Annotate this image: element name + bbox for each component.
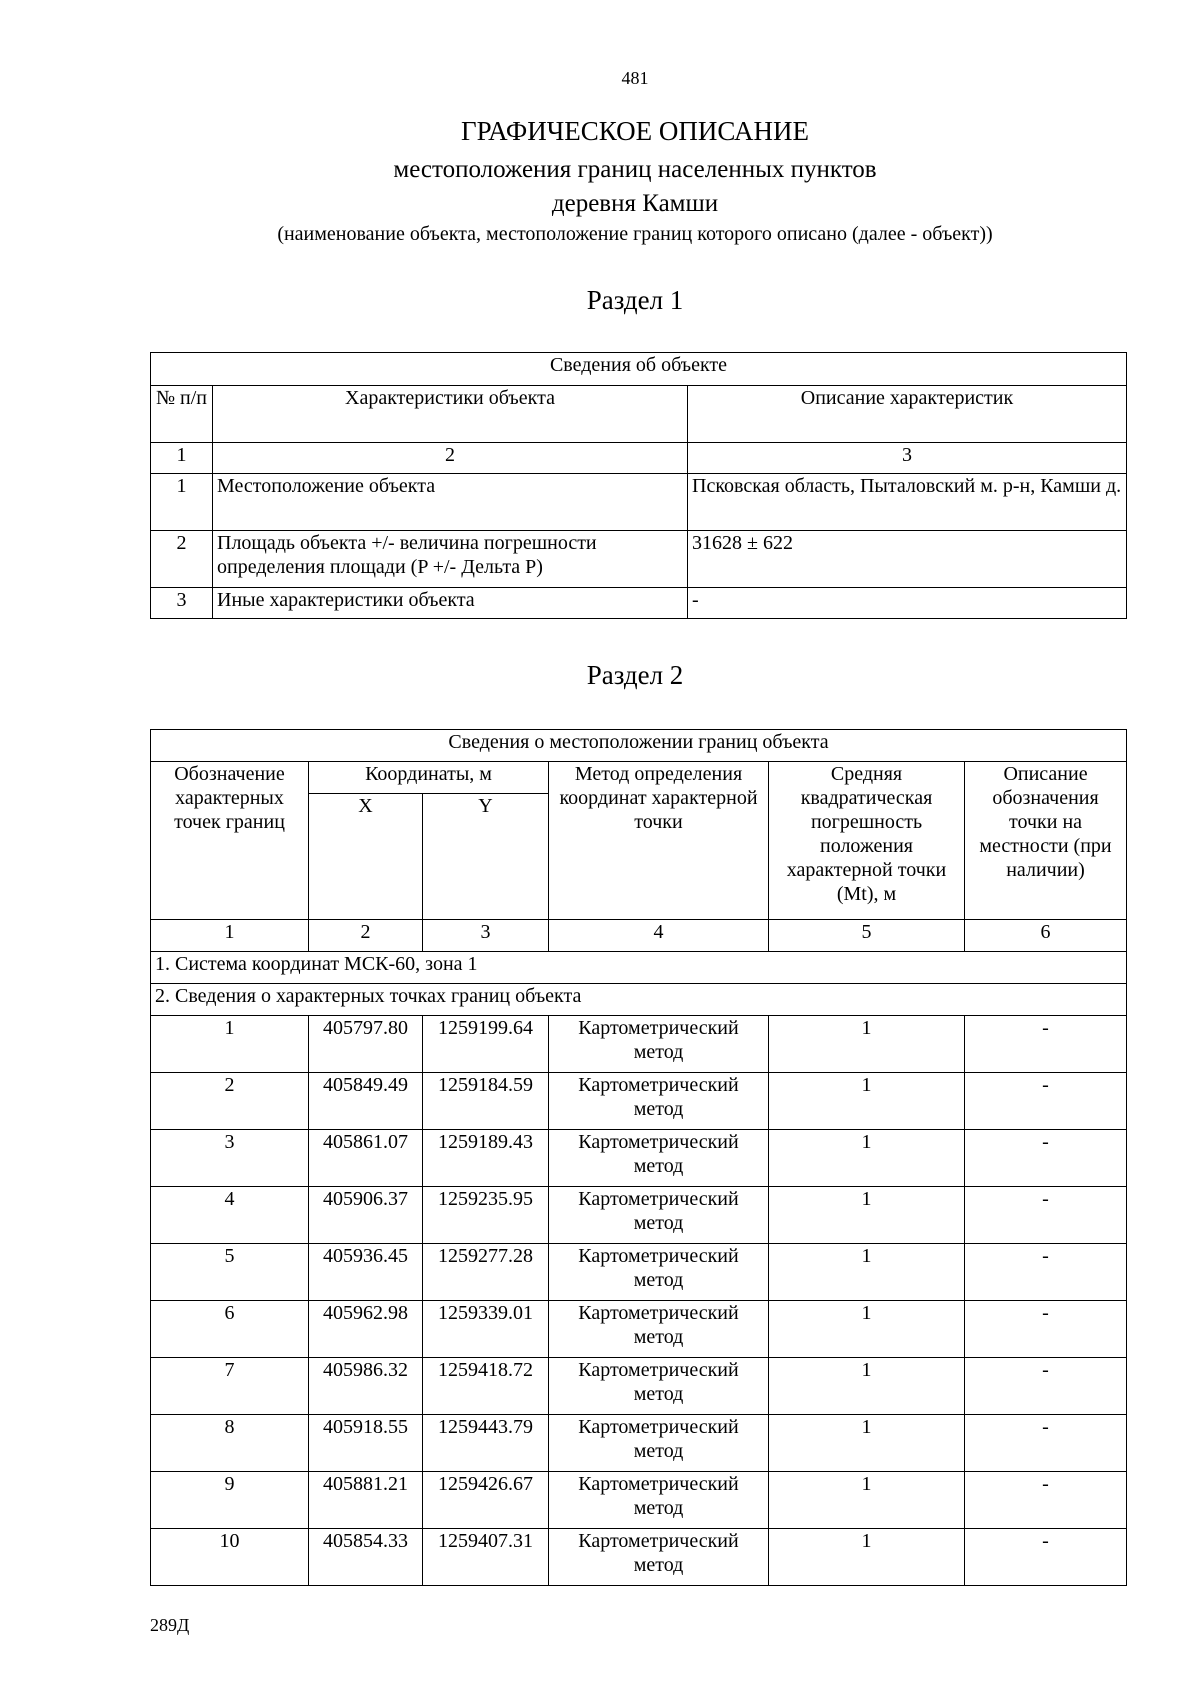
point-number: 8 [151, 1415, 309, 1472]
determination-method: Картометрический метод [549, 1301, 769, 1358]
coordinate-x: 405797.80 [309, 1016, 423, 1073]
column-header-y: Y [423, 794, 549, 920]
point-number: 9 [151, 1472, 309, 1529]
mean-square-error: 1 [769, 1358, 965, 1415]
point-number: 6 [151, 1301, 309, 1358]
page-number: 481 [621, 68, 649, 88]
column-index: 6 [965, 920, 1127, 952]
object-name-note: (наименование объекта, местоположение границ которого описано (далее - объект)) [277, 223, 993, 245]
characteristic-value: 31628 ± 622 [688, 531, 1127, 588]
column-header: Описание обозначения точки на местности (при наличии) [965, 762, 1127, 920]
coordinate-y: 1259235.95 [423, 1187, 549, 1244]
coordinate-x: 405918.55 [309, 1415, 423, 1472]
characteristic: Иные характеристики объекта [213, 588, 688, 619]
coordinate-x: 405986.32 [309, 1358, 423, 1415]
points-list [151, 1016, 1127, 1586]
table-title: Сведения об объекте [151, 353, 1127, 386]
table-row [151, 1187, 1127, 1244]
section2-heading: Раздел 2 [586, 660, 684, 690]
point-number: 4 [151, 1187, 309, 1244]
coordinate-y: 1259426.67 [423, 1472, 549, 1529]
coordinate-y: 1259407.31 [423, 1529, 549, 1586]
document-subtitle: местоположения границ населенных пунктов [393, 156, 877, 183]
column-header: Координаты, м [309, 762, 549, 794]
row-number: 1 [151, 474, 213, 531]
column-index: 3 [423, 920, 549, 952]
column-header: Обозначение характерных точек границ [151, 762, 309, 920]
mean-square-error: 1 [769, 1472, 965, 1529]
coordinate-x: 405962.98 [309, 1301, 423, 1358]
determination-method: Картометрический метод [549, 1472, 769, 1529]
table-row [151, 588, 1127, 619]
point-description: - [965, 1415, 1127, 1472]
coordinate-y: 1259339.01 [423, 1301, 549, 1358]
determination-method: Картометрический метод [549, 1415, 769, 1472]
object-name: деревня Камши [551, 190, 719, 217]
coordinate-x: 405849.49 [309, 1073, 423, 1130]
determination-method: Картометрический метод [549, 1529, 769, 1586]
determination-method: Картометрический метод [549, 1187, 769, 1244]
column-header: Характеристики объекта [213, 386, 688, 443]
point-number: 10 [151, 1529, 309, 1586]
table-row [151, 474, 1127, 531]
coordinate-system: 1. Система координат МСК-60, зона 1 [151, 952, 1127, 984]
table-row [151, 1016, 1127, 1073]
point-description: - [965, 1472, 1127, 1529]
points-section-title: 2. Сведения о характерных точках границ объекта [151, 984, 1127, 1016]
section1-heading: Раздел 1 [586, 285, 684, 315]
column-index: 3 [688, 443, 1127, 474]
determination-method: Картометрический метод [549, 1244, 769, 1301]
mean-square-error: 1 [769, 1244, 965, 1301]
column-header: Метод определения координат характерной точки [549, 762, 769, 920]
determination-method: Картометрический метод [549, 1016, 769, 1073]
column-header-x: X [309, 794, 423, 920]
determination-method: Картометрический метод [549, 1073, 769, 1130]
document-title: ГРАФИЧЕСКОЕ ОПИСАНИЕ [460, 116, 810, 146]
point-description: - [965, 1244, 1127, 1301]
mean-square-error: 1 [769, 1187, 965, 1244]
coordinate-x: 405881.21 [309, 1472, 423, 1529]
column-index: 2 [309, 920, 423, 952]
table-row [151, 1358, 1127, 1415]
point-number: 5 [151, 1244, 309, 1301]
table-title: Сведения о местоположении границ объекта [151, 730, 1127, 762]
table-row [151, 1472, 1127, 1529]
point-description: - [965, 1187, 1127, 1244]
mean-square-error: 1 [769, 1301, 965, 1358]
row-number: 2 [151, 531, 213, 588]
point-description: - [965, 1073, 1127, 1130]
table-row [151, 1529, 1127, 1586]
row-number: 3 [151, 588, 213, 619]
table-row [151, 1073, 1127, 1130]
point-number: 7 [151, 1358, 309, 1415]
mean-square-error: 1 [769, 1016, 965, 1073]
mean-square-error: 1 [769, 1073, 965, 1130]
point-description: - [965, 1130, 1127, 1187]
column-index: 1 [151, 920, 309, 952]
column-header: Средняя квадратическая погрешность положения характерной точки (Mt), м [769, 762, 965, 920]
mean-square-error: 1 [769, 1415, 965, 1472]
coordinate-y: 1259184.59 [423, 1073, 549, 1130]
boundary-points-table [150, 729, 1127, 1586]
coordinate-y: 1259189.43 [423, 1130, 549, 1187]
characteristic: Площадь объекта +/- величина погрешности определения площади (P +/- Дельта P) [213, 531, 688, 588]
point-description: - [965, 1301, 1127, 1358]
table-row [151, 1244, 1127, 1301]
table-row [151, 531, 1127, 588]
determination-method: Картометрический метод [549, 1130, 769, 1187]
table-row [151, 1415, 1127, 1472]
column-header: № п/п [151, 386, 213, 443]
coordinate-x: 405906.37 [309, 1187, 423, 1244]
point-number: 2 [151, 1073, 309, 1130]
characteristic-value: Псковская область, Пыталовский м. р-н, Камши д. [688, 474, 1127, 531]
object-info-table [150, 352, 1127, 619]
coordinate-y: 1259418.72 [423, 1358, 549, 1415]
column-index: 2 [213, 443, 688, 474]
document-code: 289Д [150, 1615, 190, 1635]
column-header: Описание характеристик [688, 386, 1127, 443]
mean-square-error: 1 [769, 1529, 965, 1586]
point-number: 3 [151, 1130, 309, 1187]
coordinate-x: 405854.33 [309, 1529, 423, 1586]
characteristic-value: - [688, 588, 1127, 619]
column-index: 1 [151, 443, 213, 474]
table-row [151, 1130, 1127, 1187]
column-index: 5 [769, 920, 965, 952]
determination-method: Картометрический метод [549, 1358, 769, 1415]
point-description: - [965, 1529, 1127, 1586]
characteristic: Местоположение объекта [213, 474, 688, 531]
point-description: - [965, 1016, 1127, 1073]
coordinate-y: 1259443.79 [423, 1415, 549, 1472]
table-row [151, 1301, 1127, 1358]
coordinate-y: 1259277.28 [423, 1244, 549, 1301]
coordinate-y: 1259199.64 [423, 1016, 549, 1073]
column-index: 4 [549, 920, 769, 952]
mean-square-error: 1 [769, 1130, 965, 1187]
coordinate-x: 405861.07 [309, 1130, 423, 1187]
coordinate-x: 405936.45 [309, 1244, 423, 1301]
point-number: 1 [151, 1016, 309, 1073]
point-description: - [965, 1358, 1127, 1415]
